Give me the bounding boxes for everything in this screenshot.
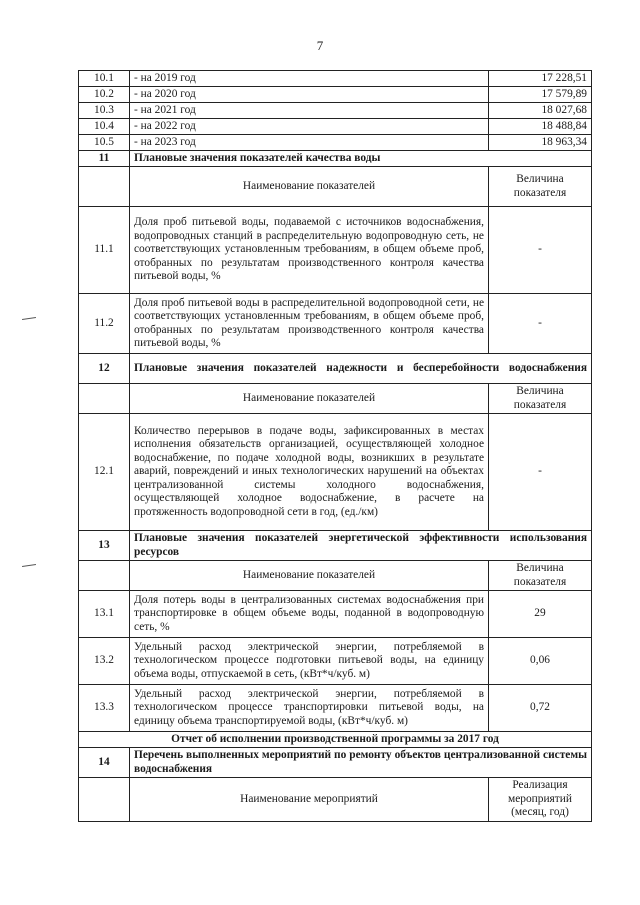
- row-value: -: [489, 294, 592, 354]
- row-value: 18 963,34: [489, 135, 592, 151]
- column-header-name: Наименование мероприятий: [130, 778, 489, 822]
- section-title: Плановые значения показателей качества воды: [130, 151, 592, 167]
- program-table: [78, 70, 592, 822]
- column-header-value: Величина показателя: [489, 561, 592, 591]
- row-value: 17 228,51: [489, 71, 592, 87]
- row-number: 13.3: [79, 685, 130, 732]
- column-header-row: [79, 778, 592, 822]
- table-row: [79, 103, 592, 119]
- row-label: - на 2021 год: [130, 103, 489, 119]
- column-header-name: Наименование показателей: [130, 384, 489, 414]
- row-number: 10.1: [79, 71, 130, 87]
- section-number: 13: [79, 531, 130, 561]
- column-header-value: Величина показателя: [489, 167, 592, 207]
- section-number: 12: [79, 354, 130, 384]
- section-number: 11: [79, 151, 130, 167]
- table-row: [79, 87, 592, 103]
- row-label: - на 2020 год: [130, 87, 489, 103]
- table-row: [79, 119, 592, 135]
- table-row: [79, 71, 592, 87]
- row-value: -: [489, 414, 592, 531]
- section-title: Плановые значения показателей энергетической эффективности использования ресурсов: [130, 531, 592, 561]
- report-title: Отчет об исполнении производственной программы за 2017 год: [79, 732, 592, 748]
- row-text: Доля проб питьевой воды в распределительной водопроводной сети, не соответствующих установленным требованиям, в общем объеме проб, отобранных по результатам производственного контроля качества питьевой воды, %: [130, 294, 489, 354]
- table-row: [79, 207, 592, 294]
- row-number: 12.1: [79, 414, 130, 531]
- section-header: [79, 354, 592, 384]
- table-row: [79, 685, 592, 732]
- column-header-value: Реализация мероприятий (месяц, год): [489, 778, 592, 822]
- row-number: 13.2: [79, 638, 130, 685]
- section-title: Перечень выполненных мероприятий по ремонту объектов централизованной системы водоснабжения: [130, 748, 592, 778]
- row-value: 18 488,84: [489, 119, 592, 135]
- report-header-row: [79, 732, 592, 748]
- row-value: 0,72: [489, 685, 592, 732]
- row-number: 10.2: [79, 87, 130, 103]
- section-header: [79, 531, 592, 561]
- section-title: Плановые значения показателей надежности и бесперебойности водоснабжения: [130, 354, 592, 384]
- row-value: 18 027,68: [489, 103, 592, 119]
- column-header-value: Величина показателя: [489, 384, 592, 414]
- row-number: 11.2: [79, 294, 130, 354]
- margin-mark: [22, 317, 36, 320]
- table-row: [79, 591, 592, 638]
- table-row: [79, 414, 592, 531]
- column-header-row: [79, 384, 592, 414]
- row-number: 13.1: [79, 591, 130, 638]
- section-number: 14: [79, 748, 130, 778]
- row-number: 11.1: [79, 207, 130, 294]
- row-number: 10.4: [79, 119, 130, 135]
- row-value: -: [489, 207, 592, 294]
- column-header-row: [79, 561, 592, 591]
- table-row: [79, 135, 592, 151]
- row-number: 10.5: [79, 135, 130, 151]
- row-text: Доля потерь воды в централизованных системах водоснабжения при транспортировке в общем объеме воды, поданной в водопроводную сеть, %: [130, 591, 489, 638]
- page-number: 7: [316, 38, 324, 53]
- row-number: 10.3: [79, 103, 130, 119]
- column-header-name: Наименование показателей: [130, 167, 489, 207]
- row-value: 0,06: [489, 638, 592, 685]
- row-value: 29: [489, 591, 592, 638]
- table-row: [79, 294, 592, 354]
- row-label: - на 2019 год: [130, 71, 489, 87]
- column-header-name: Наименование показателей: [130, 561, 489, 591]
- row-value: 17 579,89: [489, 87, 592, 103]
- row-text: Доля проб питьевой воды, подаваемой с источников водоснабжения, водопроводных станций в распределительную водопроводную сеть, не соответствующих установленным требованиям, в общем объеме проб, отобранных по результатам производственного контроля качества питьевой воды, %: [130, 207, 489, 294]
- row-label: - на 2022 год: [130, 119, 489, 135]
- row-text: Удельный расход электрической энергии, потребляемой в технологическом процессе подготовки питьевой воды, на единицу объема воды, отпускаемой в сеть, (кВт*ч/куб. м): [130, 638, 489, 685]
- margin-mark: [22, 564, 36, 567]
- table-row: [79, 638, 592, 685]
- section-header: [79, 151, 592, 167]
- column-header-row: [79, 167, 592, 207]
- section-header: [79, 748, 592, 778]
- row-text: Удельный расход электрической энергии, потребляемой в технологическом процессе транспортировки питьевой воды, на единицу объема транспортируемой воды, (кВт*ч/куб. м): [130, 685, 489, 732]
- row-label: - на 2023 год: [130, 135, 489, 151]
- row-text: Количество перерывов в подаче воды, зафиксированных в местах исполнения обязательств организацией, осуществляющей холодное водоснабжение, по подаче холодной воды, возникших в результате аварий, повреждений и иных технологических нарушений на объектах централизованной системы холодного водоснабжения, осуществляющей холодное водоснабжение, в расчете на протяженность водопроводной сети в год, (ед./км): [130, 414, 489, 531]
